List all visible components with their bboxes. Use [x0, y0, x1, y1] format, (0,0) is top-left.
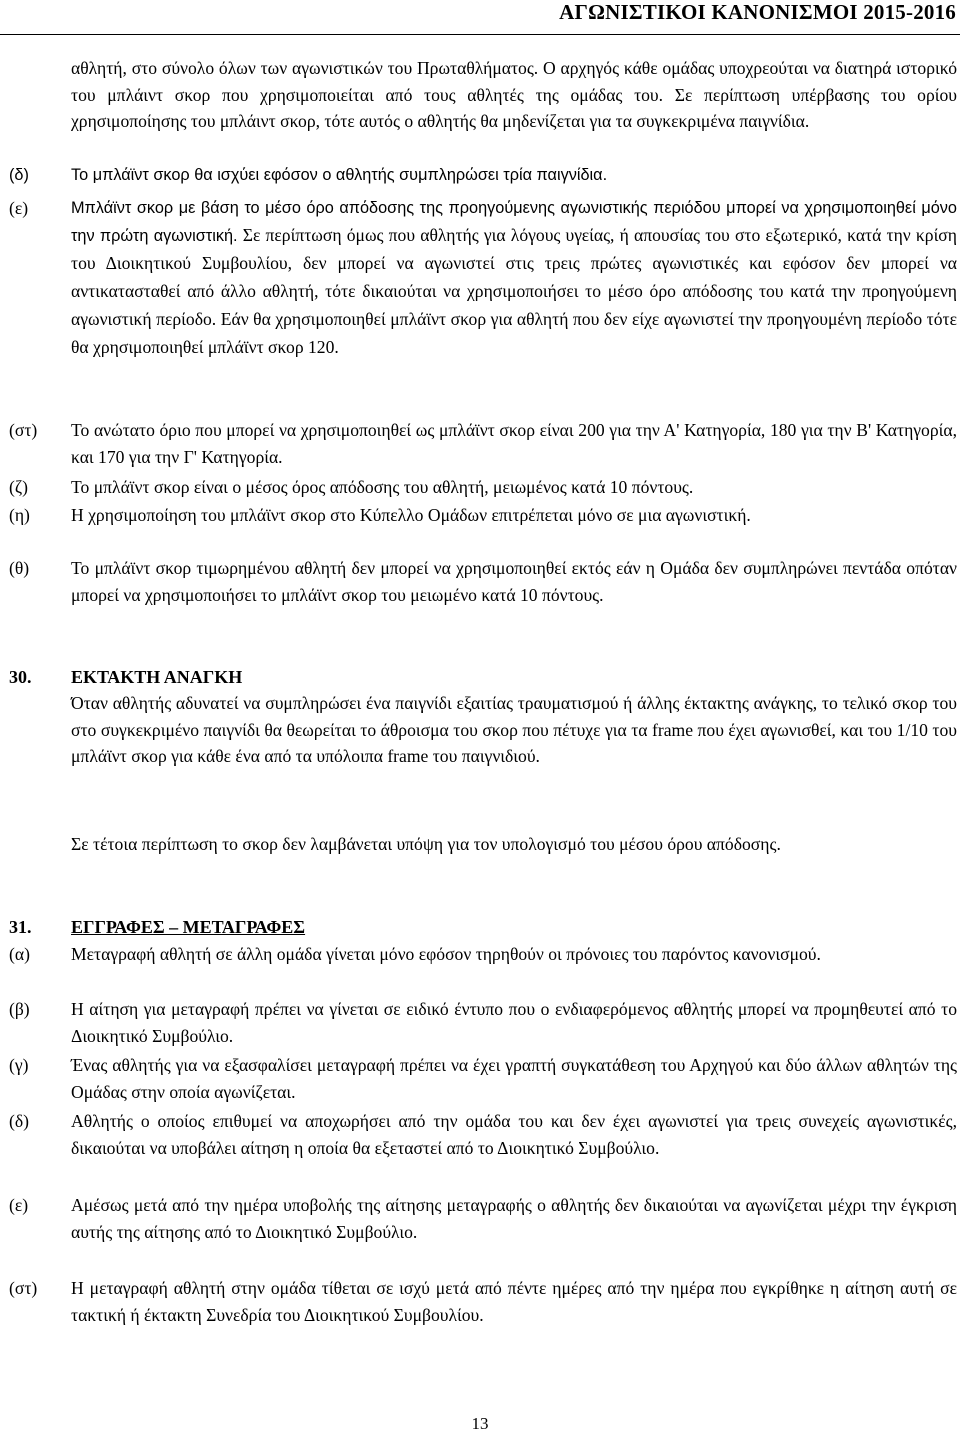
clause-z-definition [9, 474, 957, 501]
clause-text: Το ανώτατο όριο που μπορεί να χρησιμοποιηθεί ως μπλάϊντ σκορ είναι 200 για την Α' Κατηγορία, 180 για την Β' Κατηγορία, και 170 για την Γ' Κατηγορία. [71, 420, 957, 467]
clause-i-cup [9, 502, 957, 529]
clause-label: (δ) [9, 1111, 30, 1131]
clause-label: (η) [9, 505, 30, 525]
clause-label: (θ) [9, 558, 30, 578]
clause-31-st [9, 1275, 957, 1328]
clause-31-b [9, 996, 957, 1049]
clause-text: Το μπλάϊντ σκορ τιμωρημένου αθλητή δεν μπορεί να χρησιμοποιηθεί εκτός εάν η Ομάδα δεν συμπληρώνει πεντάδα οπόταν μπορεί να χρησιμοποιήσει το μπλάϊντ σκορ του μειωμένο κατά 10 πόντους. [71, 558, 957, 605]
clause-label: (α) [9, 944, 30, 964]
clause-text-part2: Σε περίπτωση όμως που αθλητής για λόγους υγείας, ή απουσίας του στο εξωτερικό, κατά την κρίση του Διοικητικού Συμβουλίου, δεν μπορεί να αγωνιστεί στις τρεις πρώτες αγωνιστικές και εφόσον δεν μπορεί να αντικατασταθεί από άλλο αθλητή, τότε δικαιούται να χρησιμοποιήσει το μέσο όρο απόδοσης του κατά την προηγούμενη αγωνιστική περίοδο. Εάν θα χρησιμοποιηθεί μπλάϊντ σκορ για αθλητή που δεν είχε αγωνιστεί την προηγουμένη περίοδο τότε θα χρησιμοποιηθεί μπλάϊντ σκορ 120. [71, 225, 957, 357]
clause-text-part1: Μπλάϊντ σκορ με βάση το μέσο όρο απόδοσης της προηγούμενης αγωνιστικής περιόδου μπορεί να χρησιμοποιηθεί μόνο την πρώτη αγωνιστική. [71, 199, 957, 245]
continuation-paragraph: αθλητή, στο σύνολο όλων των αγωνιστικών του Πρωταθλήματος. Ο αρχηγός κάθε ομάδας υποχρεούται να διατηρά ιστορικό του μπλάιντ σκορ που χρησιμοποιείται από τους αθλητές της ομάδας του. Σε περίπτωση υπέρβασης του ορίου χρησιμοποίησης του μπλάιντ σκορ, τότε αυτός ο αθλητής θα μηδενίζεται για τα συγκεκριμένα παιγνίδια. [71, 58, 957, 132]
clause-e-blind-average [9, 195, 957, 362]
clause-th-penalized [9, 555, 957, 608]
clause-31-a [9, 941, 957, 968]
section-number: 31. [9, 917, 32, 937]
clause-label: (στ) [9, 1278, 38, 1298]
clause-text: Ένας αθλητής για να εξασφαλίσει μεταγραφή πρέπει να έχει γραπτή συγκατάθεση του Αρχηγού και δύο άλλων αθλητών της Ομάδας στην οποία αγωνίζεται. [71, 1055, 957, 1102]
clause-31-e [9, 1192, 957, 1245]
header-rule [0, 34, 960, 35]
section-title: ΕΓΓΡΑΦΕΣ – ΜΕΤΑΓΡΑΦΕΣ [71, 917, 306, 937]
section-number: 30. [9, 667, 32, 687]
clause-text: Το μπλάϊντ σκορ είναι ο μέσος όρος απόδοσης του αθλητή, μειωμένος κατά 10 πόντους. [71, 477, 694, 497]
section-30-paragraph-2: Σε τέτοια περίπτωση το σκορ δεν λαμβάνεται υπόψη για τον υπολογισμό του μέσου όρου απόδοσης. [71, 834, 781, 854]
clause-label: (δ) [9, 166, 29, 184]
clause-label: (β) [9, 999, 30, 1019]
clause-label: (γ) [9, 1055, 29, 1075]
clause-label: (ε) [9, 1195, 29, 1215]
clause-text: Η μεταγραφή αθλητή στην ομάδα τίθεται σε ισχύ μετά από πέντε ημέρες από την ημέρα που εγκρίθηκε η αίτηση αυτή σε τακτική ή έκτακτη Συνεδρία του Διοικητικού Συμβουλίου. [71, 1278, 957, 1325]
clause-31-d [9, 1108, 957, 1161]
clause-31-c [9, 1052, 957, 1105]
clause-text: Η χρησιμοποίηση του μπλάϊντ σκορ στο Κύπελλο Ομάδων επιτρέπεται μόνο σε μια αγωνιστική. [71, 505, 751, 525]
clause-st-max [9, 417, 957, 470]
clause-text: Αθλητής ο οποίος επιθυμεί να αποχωρήσει από την ομάδα του και δεν έχει αγωνιστεί για τρεις συνεχείς αγωνιστικές, δικαιούται να υποβάλει αίτηση η οποία θα εξεταστεί από το Διοικητικό Συμβούλιο. [71, 1111, 957, 1158]
clause-label: (ε) [9, 198, 29, 218]
section-30-paragraph-1: Όταν αθλητής αδυνατεί να συμπληρώσει ένα παιγνίδι εξαιτίας τραυματισμού ή άλλης έκτακτης ανάγκης, το τελικό σκορ του στο συγκεκριμένο παιγνίδι θα θεωρείται το άθροισμα του σκορ που πέτυχε για τα frame που έχει αγωνισθεί, και του 1/10 του μπλάϊντ σκορ για κάθε ένα από τα υπόλοιπα frame του παιγνιδιού. [71, 693, 957, 767]
clause-d-limits [9, 162, 957, 189]
section-title: ΕΚΤΑΚΤΗ ΑΝΑΓΚΗ [71, 667, 243, 687]
clause-label: (στ) [9, 420, 38, 440]
clause-text: Το μπλάϊντ σκορ θα ισχύει εφόσον ο αθλητής συμπληρώσει τρία παιγνίδια. [71, 166, 608, 184]
clause-text: Μεταγραφή αθλητή σε άλλη ομάδα γίνεται μόνο εφόσον τηρηθούν οι πρόνοιες του παρόντος κανονισμού. [71, 944, 821, 964]
running-header: ΑΓΩΝΙΣΤΙΚΟΙ ΚΑΝΟΝΙΣΜΟΙ 2015-2016 [559, 0, 956, 24]
clause-label: (ζ) [9, 477, 29, 497]
page-number: 13 [471, 1414, 489, 1433]
clause-text: Αμέσως μετά από την ημέρα υποβολής της αίτησης μεταγραφής ο αθλητής δεν δικαιούται να αγωνίζεται μέχρι την έγκριση αυτής της αίτησης από το Διοικητικό Συμβούλιο. [71, 1195, 957, 1242]
clause-text: Η αίτηση για μεταγραφή πρέπει να γίνεται σε ειδικό έντυπο που ο ενδιαφερόμενος αθλητής μπορεί να προμηθευτεί από το Διοικητικό Συμβούλιο. [71, 999, 957, 1046]
